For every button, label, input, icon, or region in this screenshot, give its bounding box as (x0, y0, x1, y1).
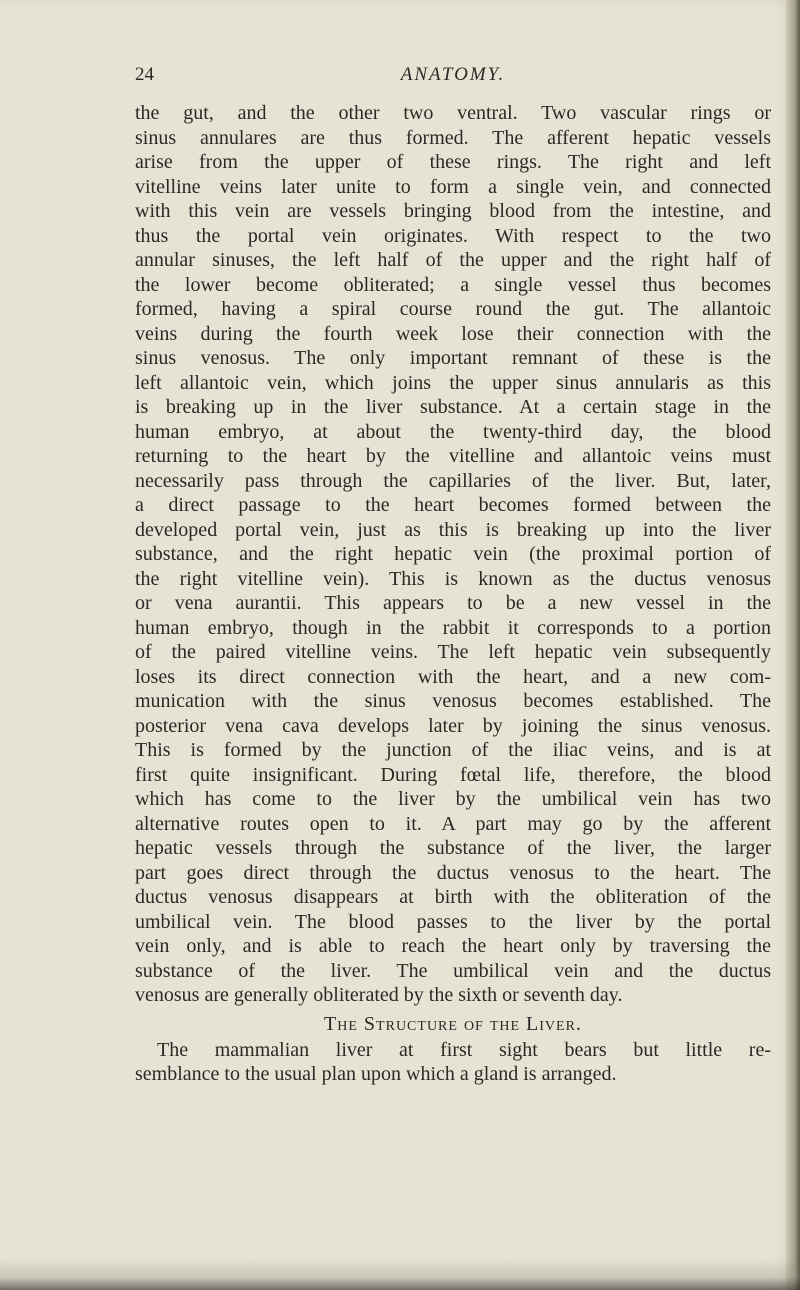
text-line: munication with the sinus venosus becomes established. The (135, 690, 771, 712)
text-line: vitelline veins later unite to form a single vein, and connected (135, 175, 771, 198)
text-line: substance of the liver. The umbilical vein and the ductus (135, 959, 771, 982)
text-line: posterior vena cava develops later by joining the sinus venosus. (135, 714, 771, 737)
text-line: human embryo, at about the twenty-third day, the blood (135, 420, 771, 443)
text-line: part goes direct through the ductus venosus to the heart. The (135, 861, 771, 884)
text-line: which has come to the liver by the umbilical vein has two (135, 788, 771, 810)
text-line: loses its direct connection with the heart, and a new com- (135, 665, 771, 688)
body-text (135, 101, 771, 1087)
text-line: semblance to the usual plan upon which a gland is arranged. (135, 1063, 617, 1085)
text-line: is breaking up in the liver substance. At a certain stage in the (135, 396, 771, 418)
text-line: the right vitelline vein). This is known as the ductus venosus (135, 567, 771, 590)
text-line: umbilical vein. The blood passes to the liver by the portal (135, 910, 771, 933)
text-line: arise from the upper of these rings. The right and left (135, 151, 771, 173)
text-line: substance, and the right hepatic vein (the proximal portion of (135, 543, 771, 565)
section-heading: The Structure of the Liver. (324, 1012, 582, 1035)
text-line: annular sinuses, the left half of the upper and the right half of (135, 249, 771, 271)
text-line: developed portal vein, just as this is breaking up into the liver (135, 518, 771, 541)
text-line: ductus venosus disappears at birth with the obliteration of the (135, 886, 771, 908)
text-line: This is formed by the junction of the iliac veins, and is at (135, 739, 771, 761)
text-line: of the paired vitelline veins. The left hepatic vein subsequently (135, 641, 771, 663)
text-line: first quite insignificant. During fœtal life, therefore, the blood (135, 763, 771, 786)
text-line: sinus annulares are thus formed. The afferent hepatic vessels (135, 126, 771, 149)
text-line: a direct passage to the heart becomes formed between the (135, 494, 771, 516)
text-line: alternative routes open to it. A part may go by the afferent (135, 812, 771, 835)
page-header (135, 64, 771, 90)
text-line: returning to the heart by the vitelline and allantoic veins must (135, 445, 771, 467)
text-line: the gut, and the other two ventral. Two vascular rings or (135, 102, 771, 124)
text-line: sinus venosus. The only important remnant of these is the (135, 347, 771, 369)
text-line: venosus are generally obliterated by the sixth or seventh day. (135, 984, 623, 1006)
text-line: the lower become obliterated; a single vessel thus becomes (135, 273, 771, 296)
text-line: human embryo, though in the rabbit it corresponds to a portion (135, 616, 771, 639)
text-line: with this vein are vessels bringing blood from the intestine, and (135, 200, 771, 222)
text-line: necessarily pass through the capillaries of the liver. But, later, (135, 469, 771, 492)
text-line: left allantoic vein, which joins the upper sinus annularis as this (135, 371, 771, 394)
text-line: The mammalian liver at first sight bears but little re- (157, 1038, 771, 1061)
page-bottom-shadow (0, 1258, 800, 1290)
text-line: veins during the fourth week lose their connection with the (135, 322, 771, 345)
page-number: 24 (135, 64, 154, 85)
page-edge-shadow (786, 0, 800, 1290)
text-line: or vena aurantii. This appears to be a new vessel in the (135, 592, 771, 614)
text-line: thus the portal vein originates. With respect to the two (135, 224, 771, 247)
text-line: vein only, and is able to reach the heart only by traversing the (135, 935, 771, 957)
running-title: ANATOMY. (400, 64, 506, 85)
text-line: formed, having a spiral course round the gut. The allantoic (135, 298, 771, 320)
text-line: hepatic vessels through the substance of the liver, the larger (135, 837, 771, 859)
